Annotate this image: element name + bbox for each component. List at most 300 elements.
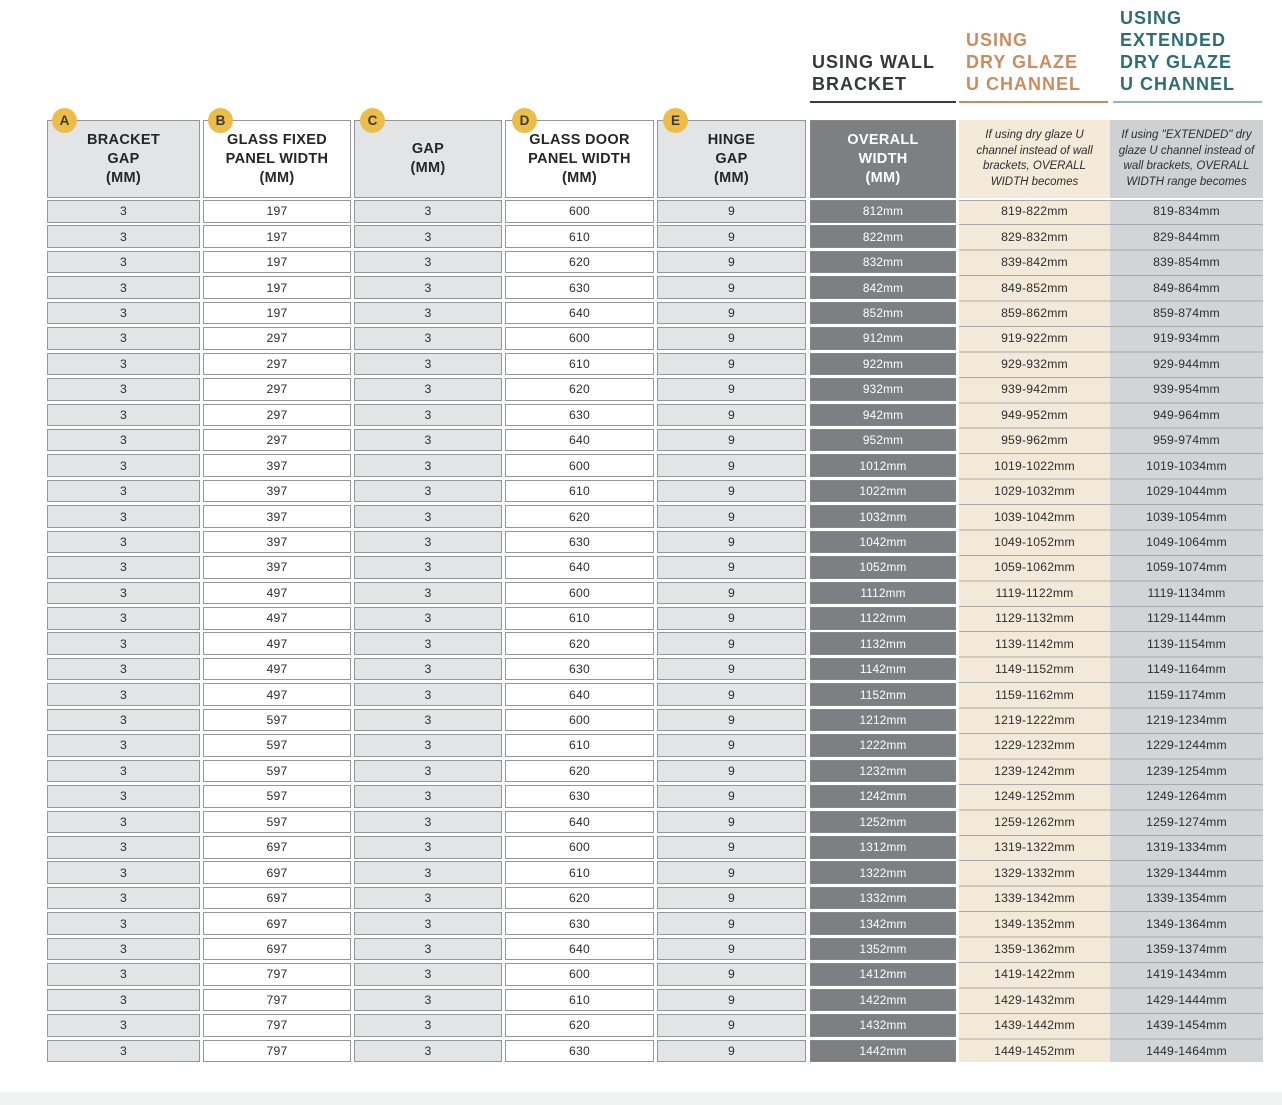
- header-note-text: If using dry glaze U channel instead of wall brackets, OVERALL WIDTH becomes: [976, 129, 1093, 188]
- header-line: GAP: [715, 150, 748, 167]
- cell-hinge-gap: 9: [657, 276, 806, 299]
- header-line: OVERALL: [847, 131, 919, 148]
- cell-glass-door-panel-width: 640: [505, 302, 654, 325]
- cell-overall-width: 1412mm: [810, 963, 956, 986]
- cell-glass-door-panel-width: 630: [505, 404, 654, 427]
- cell-gap: 3: [354, 1040, 502, 1063]
- cell-glass-fixed-panel-width: 397: [203, 505, 351, 528]
- cell-gap: 3: [354, 200, 502, 223]
- cell-gap: 3: [354, 912, 502, 935]
- cell-glass-fixed-panel-width: 797: [203, 1014, 351, 1037]
- cell-hinge-gap: 9: [657, 505, 806, 528]
- cell-gap: 3: [354, 353, 502, 376]
- cell-glass-fixed-panel-width: 397: [203, 480, 351, 503]
- cell-dry-glaze-width: 1129-1132mm: [995, 611, 1074, 626]
- cell-bracket-gap: 3: [47, 709, 200, 732]
- cell-overall-width: 1432mm: [810, 1014, 956, 1037]
- cell-hinge-gap: 9: [657, 582, 806, 605]
- cell-hinge-gap: 9: [657, 912, 806, 935]
- cell-glass-fixed-panel-width: 397: [203, 531, 351, 554]
- cell-glass-door-panel-width: 620: [505, 887, 654, 910]
- cell-bracket-gap: 3: [47, 378, 200, 401]
- cell-extended-width: 1029-1044mm: [1146, 484, 1227, 499]
- cell-overall-width: 942mm: [810, 404, 956, 427]
- cell-glass-door-panel-width: 620: [505, 505, 654, 528]
- cell-extended-width: 1139-1154mm: [1147, 636, 1226, 651]
- cell-hinge-gap: 9: [657, 683, 806, 706]
- cell-bracket-gap: 3: [47, 200, 200, 223]
- table-row: [47, 327, 1263, 350]
- cell-hinge-gap: 9: [657, 454, 806, 477]
- cell-gap: 3: [354, 505, 502, 528]
- cell-gap: 3: [354, 811, 502, 834]
- cell-glass-door-panel-width: 610: [505, 861, 654, 884]
- cell-bracket-gap: 3: [47, 531, 200, 554]
- header-line: GLASS DOOR: [529, 131, 630, 148]
- table-row: [47, 505, 1263, 528]
- cell-bracket-gap: 3: [47, 480, 200, 503]
- cell-glass-fixed-panel-width: 697: [203, 836, 351, 859]
- table-row: [47, 887, 1263, 910]
- cell-gap: 3: [354, 734, 502, 757]
- cell-overall-width: 1132mm: [810, 632, 956, 655]
- header-line: (MM): [105, 169, 141, 186]
- cell-overall-width: 832mm: [810, 251, 956, 274]
- column-badge-b: B: [208, 108, 233, 133]
- cell-glass-fixed-panel-width: 797: [203, 1040, 351, 1063]
- cell-gap: 3: [354, 378, 502, 401]
- cell-hinge-gap: 9: [657, 887, 806, 910]
- cell-gap: 3: [354, 836, 502, 859]
- group-underline-extended: [1113, 101, 1262, 103]
- cell-hinge-gap: 9: [657, 734, 806, 757]
- cell-glass-fixed-panel-width: 197: [203, 302, 351, 325]
- cell-overall-width: 1142mm: [810, 658, 956, 681]
- cell-overall-width: 1232mm: [810, 760, 956, 783]
- cell-gap: 3: [354, 632, 502, 655]
- cell-gap: 3: [354, 887, 502, 910]
- header-line: (MM): [713, 169, 749, 186]
- cell-extended-width: 1039-1054mm: [1146, 509, 1227, 524]
- group-title-dry-glaze: [966, 29, 1081, 95]
- cell-dry-glaze-width: 1029-1032mm: [994, 484, 1075, 499]
- cell-bracket-gap: 3: [47, 683, 200, 706]
- cell-dry-glaze-width: 929-932mm: [1001, 356, 1068, 371]
- cell-hinge-gap: 9: [657, 607, 806, 630]
- table-row: [47, 632, 1263, 655]
- cell-overall-width: 1312mm: [810, 836, 956, 859]
- cell-gap: 3: [354, 582, 502, 605]
- cell-extended-width: 849-864mm: [1153, 280, 1220, 295]
- cell-gap: 3: [354, 658, 502, 681]
- cell-bracket-gap: 3: [47, 861, 200, 884]
- cell-glass-door-panel-width: 600: [505, 709, 654, 732]
- cell-bracket-gap: 3: [47, 963, 200, 986]
- cell-dry-glaze-width: 859-862mm: [1001, 306, 1068, 320]
- cell-hinge-gap: 9: [657, 378, 806, 401]
- cell-dry-glaze-width: 1039-1042mm: [994, 509, 1075, 524]
- cell-bracket-gap: 3: [47, 938, 200, 961]
- table-row: [47, 480, 1263, 503]
- cell-hinge-gap: 9: [657, 353, 806, 376]
- cell-gap: 3: [354, 709, 502, 732]
- cell-glass-fixed-panel-width: 597: [203, 811, 351, 834]
- cell-gap: 3: [354, 556, 502, 579]
- cell-overall-width: 1052mm: [810, 556, 956, 579]
- table-row: [47, 938, 1263, 961]
- table-row: [47, 607, 1263, 630]
- cell-bracket-gap: 3: [47, 887, 200, 910]
- table-row: [47, 709, 1263, 732]
- cell-extended-width: 1429-1444mm: [1146, 992, 1227, 1007]
- cell-hinge-gap: 9: [657, 1040, 806, 1063]
- header-line: WIDTH: [858, 150, 908, 167]
- cell-glass-fixed-panel-width: 297: [203, 429, 351, 452]
- cell-glass-fixed-panel-width: 697: [203, 938, 351, 961]
- column-header-overall-width: [810, 120, 956, 198]
- cell-overall-width: 842mm: [810, 276, 956, 299]
- cell-bracket-gap: 3: [47, 836, 200, 859]
- cell-glass-door-panel-width: 620: [505, 760, 654, 783]
- cell-overall-width: 1042mm: [810, 531, 956, 554]
- cell-glass-fixed-panel-width: 197: [203, 225, 351, 248]
- group-title-extended-dry-glaze: [1120, 7, 1235, 95]
- cell-overall-width: 1242mm: [810, 785, 956, 808]
- cell-glass-fixed-panel-width: 497: [203, 582, 351, 605]
- cell-overall-width: 1222mm: [810, 734, 956, 757]
- cell-glass-fixed-panel-width: 597: [203, 709, 351, 732]
- cell-glass-door-panel-width: 630: [505, 1040, 654, 1063]
- cell-gap: 3: [354, 785, 502, 808]
- cell-bracket-gap: 3: [47, 632, 200, 655]
- cell-glass-door-panel-width: 610: [505, 989, 654, 1012]
- header-line: PANEL WIDTH: [528, 150, 631, 167]
- table-row: [47, 404, 1263, 427]
- cell-hinge-gap: 9: [657, 404, 806, 427]
- cell-glass-fixed-panel-width: 197: [203, 251, 351, 274]
- cell-glass-door-panel-width: 620: [505, 251, 654, 274]
- cell-bracket-gap: 3: [47, 658, 200, 681]
- cell-dry-glaze-width: 1419-1422mm: [994, 967, 1075, 982]
- cell-extended-width: 959-974mm: [1153, 433, 1220, 448]
- cell-gap: 3: [354, 963, 502, 986]
- cell-extended-width: 1059-1074mm: [1146, 560, 1227, 575]
- cell-bracket-gap: 3: [47, 1040, 200, 1063]
- cell-glass-fixed-panel-width: 697: [203, 861, 351, 884]
- cell-hinge-gap: 9: [657, 861, 806, 884]
- cell-glass-fixed-panel-width: 397: [203, 556, 351, 579]
- cell-dry-glaze-width: 1219-1222mm: [994, 713, 1075, 728]
- cell-extended-width: 1359-1374mm: [1146, 942, 1227, 956]
- header-line: GAP: [107, 150, 140, 167]
- cell-extended-width: 1119-1134mm: [1147, 585, 1226, 600]
- cell-dry-glaze-width: 1319-1322mm: [994, 840, 1075, 855]
- cell-hinge-gap: 9: [657, 556, 806, 579]
- table-row: [47, 582, 1263, 605]
- cell-extended-width: 1329-1344mm: [1146, 865, 1227, 880]
- cell-glass-fixed-panel-width: 497: [203, 632, 351, 655]
- cell-extended-width: 1219-1234mm: [1146, 713, 1227, 728]
- cell-bracket-gap: 3: [47, 276, 200, 299]
- cell-bracket-gap: 3: [47, 505, 200, 528]
- cell-overall-width: 952mm: [810, 429, 956, 452]
- table-row: [47, 225, 1263, 248]
- cell-extended-width: 1339-1354mm: [1146, 891, 1227, 906]
- cell-glass-fixed-panel-width: 797: [203, 989, 351, 1012]
- cell-hinge-gap: 9: [657, 251, 806, 274]
- cell-gap: 3: [354, 327, 502, 350]
- cell-gap: 3: [354, 531, 502, 554]
- header-line: GLASS FIXED: [227, 131, 327, 148]
- cell-extended-width: 1349-1364mm: [1146, 916, 1227, 931]
- cell-glass-door-panel-width: 610: [505, 225, 654, 248]
- group-title-line: EXTENDED: [1120, 30, 1227, 50]
- cell-hinge-gap: 9: [657, 480, 806, 503]
- cell-gap: 3: [354, 861, 502, 884]
- cell-glass-fixed-panel-width: 197: [203, 200, 351, 223]
- cell-glass-fixed-panel-width: 597: [203, 760, 351, 783]
- column-header-dry-glaze-note: [959, 120, 1110, 198]
- cell-glass-door-panel-width: 630: [505, 785, 654, 808]
- cell-glass-door-panel-width: 600: [505, 963, 654, 986]
- column-header-extended-note: [1110, 120, 1263, 198]
- cell-dry-glaze-width: 1339-1342mm: [994, 891, 1075, 906]
- cell-dry-glaze-width: 839-842mm: [1001, 255, 1068, 270]
- cell-extended-width: 1159-1174mm: [1147, 687, 1226, 702]
- cell-glass-door-panel-width: 600: [505, 582, 654, 605]
- cell-overall-width: 1252mm: [810, 811, 956, 834]
- cell-extended-width: 1259-1274mm: [1146, 814, 1227, 829]
- cell-glass-fixed-panel-width: 297: [203, 327, 351, 350]
- table-row: [47, 785, 1263, 808]
- cell-gap: 3: [354, 989, 502, 1012]
- cell-dry-glaze-width: 829-832mm: [1001, 229, 1068, 244]
- cell-overall-width: 1342mm: [810, 912, 956, 935]
- cell-extended-width: 1149-1164mm: [1147, 662, 1226, 677]
- cell-extended-width: 949-964mm: [1153, 407, 1220, 422]
- cell-hinge-gap: 9: [657, 225, 806, 248]
- cell-hinge-gap: 9: [657, 658, 806, 681]
- cell-hinge-gap: 9: [657, 963, 806, 986]
- cell-dry-glaze-width: 939-942mm: [1001, 382, 1068, 397]
- table-row: [47, 963, 1263, 986]
- group-title-line: USING: [1120, 8, 1183, 28]
- cell-extended-width: 1129-1144mm: [1147, 611, 1226, 626]
- cell-glass-door-panel-width: 600: [505, 836, 654, 859]
- cell-gap: 3: [354, 938, 502, 961]
- header-line: BRACKET: [87, 131, 160, 148]
- cell-glass-fixed-panel-width: 497: [203, 607, 351, 630]
- cell-overall-width: 1032mm: [810, 505, 956, 528]
- cell-glass-door-panel-width: 620: [505, 632, 654, 655]
- cell-dry-glaze-width: 1439-1442mm: [994, 1018, 1075, 1033]
- cell-bracket-gap: 3: [47, 429, 200, 452]
- cell-glass-door-panel-width: 640: [505, 811, 654, 834]
- cell-extended-width: 859-874mm: [1153, 306, 1220, 320]
- table-row: [47, 378, 1263, 401]
- cell-dry-glaze-width: 819-822mm: [1001, 204, 1068, 219]
- cell-dry-glaze-width: 1229-1232mm: [994, 738, 1075, 753]
- table-row: [47, 429, 1263, 452]
- cell-overall-width: 1122mm: [810, 607, 956, 630]
- table-row: [47, 454, 1263, 477]
- cell-hinge-gap: 9: [657, 429, 806, 452]
- cell-gap: 3: [354, 429, 502, 452]
- cell-glass-door-panel-width: 640: [505, 683, 654, 706]
- cell-overall-width: 822mm: [810, 225, 956, 248]
- cell-hinge-gap: 9: [657, 938, 806, 961]
- table-row: [47, 836, 1263, 859]
- cell-glass-fixed-panel-width: 697: [203, 887, 351, 910]
- cell-glass-fixed-panel-width: 497: [203, 683, 351, 706]
- column-badge-a: A: [52, 108, 77, 133]
- cell-dry-glaze-width: 1329-1332mm: [994, 865, 1075, 880]
- cell-extended-width: 929-944mm: [1153, 356, 1220, 371]
- table-row: [47, 658, 1263, 681]
- column-badge-c: C: [360, 108, 385, 133]
- cell-bracket-gap: 3: [47, 353, 200, 376]
- cell-hinge-gap: 9: [657, 302, 806, 325]
- cell-gap: 3: [354, 454, 502, 477]
- table-row: [47, 276, 1263, 299]
- cell-extended-width: 1439-1454mm: [1146, 1018, 1227, 1033]
- cell-overall-width: 1322mm: [810, 861, 956, 884]
- cell-glass-door-panel-width: 640: [505, 556, 654, 579]
- cell-gap: 3: [354, 1014, 502, 1037]
- cell-glass-door-panel-width: 630: [505, 531, 654, 554]
- header-note-text: If using "EXTENDED" dry glaze U channel instead of wall brackets, OVERALL WIDTH range becomes: [1118, 129, 1255, 188]
- cell-overall-width: 1422mm: [810, 989, 956, 1012]
- cell-overall-width: 852mm: [810, 302, 956, 325]
- cell-overall-width: 1332mm: [810, 887, 956, 910]
- cell-hinge-gap: 9: [657, 760, 806, 783]
- table-row: [47, 302, 1263, 325]
- header-line: (MM): [259, 169, 295, 186]
- cell-overall-width: 912mm: [810, 327, 956, 350]
- cell-overall-width: 1352mm: [810, 938, 956, 961]
- cell-glass-fixed-panel-width: 197: [203, 276, 351, 299]
- group-title-line: BRACKET: [812, 74, 907, 94]
- cell-extended-width: 1249-1264mm: [1146, 789, 1227, 804]
- cell-hinge-gap: 9: [657, 709, 806, 732]
- cell-hinge-gap: 9: [657, 327, 806, 350]
- cell-glass-fixed-panel-width: 597: [203, 785, 351, 808]
- cell-glass-door-panel-width: 630: [505, 276, 654, 299]
- cell-glass-door-panel-width: 610: [505, 607, 654, 630]
- table-row: [47, 353, 1263, 376]
- cell-gap: 3: [354, 251, 502, 274]
- header-line: HINGE: [707, 131, 756, 148]
- cell-bracket-gap: 3: [47, 760, 200, 783]
- group-title-line: USING: [966, 30, 1029, 50]
- column-badge-e: E: [663, 108, 688, 133]
- cell-gap: 3: [354, 276, 502, 299]
- group-underline-dry-glaze: [959, 101, 1108, 103]
- table-row: [47, 811, 1263, 834]
- cell-dry-glaze-width: 919-922mm: [1001, 331, 1068, 346]
- footer-bar: [0, 1092, 1282, 1105]
- cell-gap: 3: [354, 225, 502, 248]
- cell-glass-door-panel-width: 600: [505, 200, 654, 223]
- cell-glass-fixed-panel-width: 297: [203, 378, 351, 401]
- group-title-line: DRY GLAZE: [966, 52, 1079, 72]
- header-line: GAP: [411, 141, 445, 157]
- cell-extended-width: 1419-1434mm: [1146, 967, 1227, 982]
- cell-bracket-gap: 3: [47, 582, 200, 605]
- cell-overall-width: 1022mm: [810, 480, 956, 503]
- cell-dry-glaze-width: 1119-1122mm: [995, 585, 1074, 600]
- cell-extended-width: 839-854mm: [1153, 255, 1220, 270]
- cell-hinge-gap: 9: [657, 1014, 806, 1037]
- cell-extended-width: 1049-1064mm: [1146, 534, 1227, 549]
- cell-extended-width: 829-844mm: [1153, 229, 1220, 244]
- cell-hinge-gap: 9: [657, 811, 806, 834]
- cell-bracket-gap: 3: [47, 912, 200, 935]
- cell-gap: 3: [354, 760, 502, 783]
- cell-bracket-gap: 3: [47, 404, 200, 427]
- cell-extended-width: 1239-1254mm: [1146, 763, 1227, 778]
- cell-glass-fixed-panel-width: 797: [203, 963, 351, 986]
- spec-table-body: [0, 200, 1282, 1063]
- cell-bracket-gap: 3: [47, 1014, 200, 1037]
- table-row: [47, 251, 1263, 274]
- cell-bracket-gap: 3: [47, 811, 200, 834]
- cell-dry-glaze-width: 1359-1362mm: [994, 942, 1075, 956]
- cell-dry-glaze-width: 1049-1052mm: [994, 534, 1075, 549]
- cell-extended-width: 919-934mm: [1153, 331, 1220, 346]
- cell-overall-width: 1442mm: [810, 1040, 956, 1063]
- cell-overall-width: 1112mm: [810, 582, 956, 605]
- header-line: (MM): [410, 160, 446, 176]
- cell-glass-door-panel-width: 600: [505, 327, 654, 350]
- cell-dry-glaze-width: 959-962mm: [1001, 433, 1068, 448]
- cell-overall-width: 932mm: [810, 378, 956, 401]
- cell-overall-width: 1212mm: [810, 709, 956, 732]
- cell-overall-width: 1012mm: [810, 454, 956, 477]
- table-row: [47, 912, 1263, 935]
- cell-extended-width: 819-834mm: [1153, 204, 1220, 219]
- group-title-line: U CHANNEL: [966, 74, 1081, 94]
- table-row: [47, 531, 1263, 554]
- group-underline-wall-bracket: [810, 101, 956, 103]
- cell-dry-glaze-width: 849-852mm: [1001, 280, 1068, 295]
- table-row: [47, 861, 1263, 884]
- cell-overall-width: 922mm: [810, 353, 956, 376]
- cell-bracket-gap: 3: [47, 607, 200, 630]
- cell-dry-glaze-width: 1449-1452mm: [994, 1043, 1075, 1058]
- cell-hinge-gap: 9: [657, 200, 806, 223]
- cell-bracket-gap: 3: [47, 454, 200, 477]
- cell-overall-width: 1152mm: [810, 683, 956, 706]
- cell-glass-fixed-panel-width: 297: [203, 404, 351, 427]
- table-row: [47, 200, 1263, 223]
- cell-bracket-gap: 3: [47, 251, 200, 274]
- cell-bracket-gap: 3: [47, 225, 200, 248]
- cell-glass-door-panel-width: 610: [505, 734, 654, 757]
- cell-glass-door-panel-width: 600: [505, 454, 654, 477]
- group-title-line: U CHANNEL: [1120, 74, 1235, 94]
- cell-glass-door-panel-width: 620: [505, 378, 654, 401]
- cell-gap: 3: [354, 607, 502, 630]
- cell-dry-glaze-width: 1259-1262mm: [994, 814, 1075, 829]
- cell-gap: 3: [354, 683, 502, 706]
- cell-glass-fixed-panel-width: 397: [203, 454, 351, 477]
- cell-bracket-gap: 3: [47, 785, 200, 808]
- cell-glass-door-panel-width: 640: [505, 429, 654, 452]
- cell-glass-fixed-panel-width: 597: [203, 734, 351, 757]
- cell-bracket-gap: 3: [47, 302, 200, 325]
- header-line: (MM): [561, 169, 597, 186]
